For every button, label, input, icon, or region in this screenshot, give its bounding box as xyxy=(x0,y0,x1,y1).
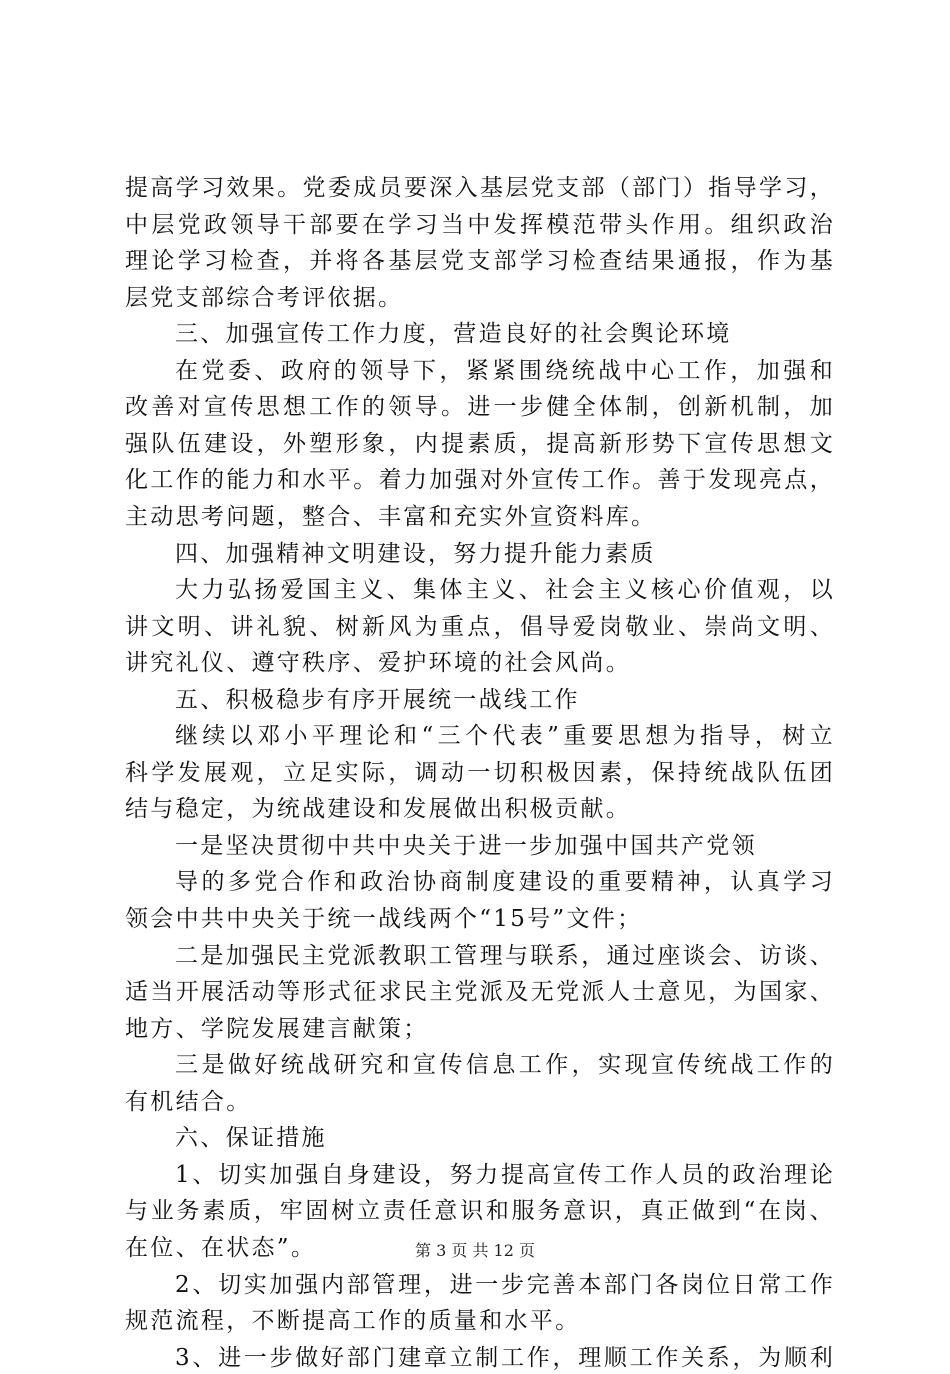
text-line: 科学发展观，立足实际，调动一切积极因素，保持统战队伍团 xyxy=(125,760,835,786)
text-line: 提高学习效果。党委成员要深入基层党支部（部门）指导学习， xyxy=(125,175,835,201)
text-line: 地方、学院发展建言献策； xyxy=(125,1016,429,1042)
text-line: 领会中共中央关于统一战线两个“15号”文件； xyxy=(125,906,643,932)
text-line: 2、切实加强内部管理，进一步完善本部门各岗位日常工作 xyxy=(175,1272,835,1298)
text-line: 讲究礼仪、遵守秩序、爱护环境的社会风尚。 xyxy=(125,650,631,676)
text-line: 化工作的能力和水平。着力加强对外宣传工作。善于发现亮点， xyxy=(125,467,835,493)
text-line: 适当开展活动等形式征求民主党派及无党派人士意见，为国家、 xyxy=(125,979,835,1005)
text-line: 一是坚决贯彻中共中央关于进一步加强中国共产党领 xyxy=(175,833,757,859)
text-line: 在位、在状态”。 xyxy=(125,1235,317,1261)
text-line: 有机结合。 xyxy=(125,1089,252,1115)
text-line: 中层党政领导干部要在学习当中发挥模范带头作用。组织政治 xyxy=(125,212,835,238)
text-line: 3、进一步做好部门建章立制工作，理顺工作关系，为顺利 xyxy=(175,1345,835,1371)
text-line: 主动思考问题，整合、丰富和充实外宣资料库。 xyxy=(125,504,657,530)
text-line: 层党支部综合考评依据。 xyxy=(125,285,404,311)
text-line: 大力弘扬爱国主义、集体主义、社会主义核心价值观，以 xyxy=(175,577,835,603)
text-line: 六、保证措施 xyxy=(175,1125,327,1151)
text-line: 四、加强精神文明建设，努力提升能力素质 xyxy=(175,541,656,567)
text-line: 三、加强宣传工作力度，营造良好的社会舆论环境 xyxy=(175,321,732,347)
text-line: 二是加强民主党派教职工管理与联系，通过座谈会、访谈、 xyxy=(175,943,835,969)
text-line: 结与稳定，为统战建设和发展做出积极贡献。 xyxy=(125,796,631,822)
page-footer: 第 3 页 共 12 页 xyxy=(415,1241,535,1260)
text-line: 导的多党合作和政治协商制度建设的重要精神，认真学习 xyxy=(175,869,835,895)
text-line: 三是做好统战研究和宣传信息工作，实现宣传统战工作的 xyxy=(175,1052,835,1078)
text-line: 规范流程，不断提高工作的质量和水平。 xyxy=(125,1308,581,1334)
text-line: 继续以邓小平理论和“三个代表”重要思想为指导，树立 xyxy=(175,723,835,749)
text-line: 强队伍建设，外塑形象，内提素质，提高新形势下宣传思想文 xyxy=(125,431,835,457)
text-line: 讲文明、讲礼貌、树新风为重点，倡导爱岗敬业、崇尚文明、 xyxy=(125,614,835,640)
text-line: 与业务素质，牢固树立责任意识和服务意识，真正做到“在岗、 xyxy=(125,1198,835,1224)
text-line: 在党委、政府的领导下，紧紧围绕统战中心工作，加强和 xyxy=(175,358,835,384)
text-line: 1、切实加强自身建设，努力提高宣传工作人员的政治理论 xyxy=(175,1162,835,1188)
text-line: 五、积极稳步有序开展统一战线工作 xyxy=(175,687,580,713)
text-line: 改善对宣传思想工作的领导。进一步健全体制，创新机制，加 xyxy=(125,394,835,420)
text-line: 理论学习检查，并将各基层党支部学习检查结果通报，作为基 xyxy=(125,248,835,274)
